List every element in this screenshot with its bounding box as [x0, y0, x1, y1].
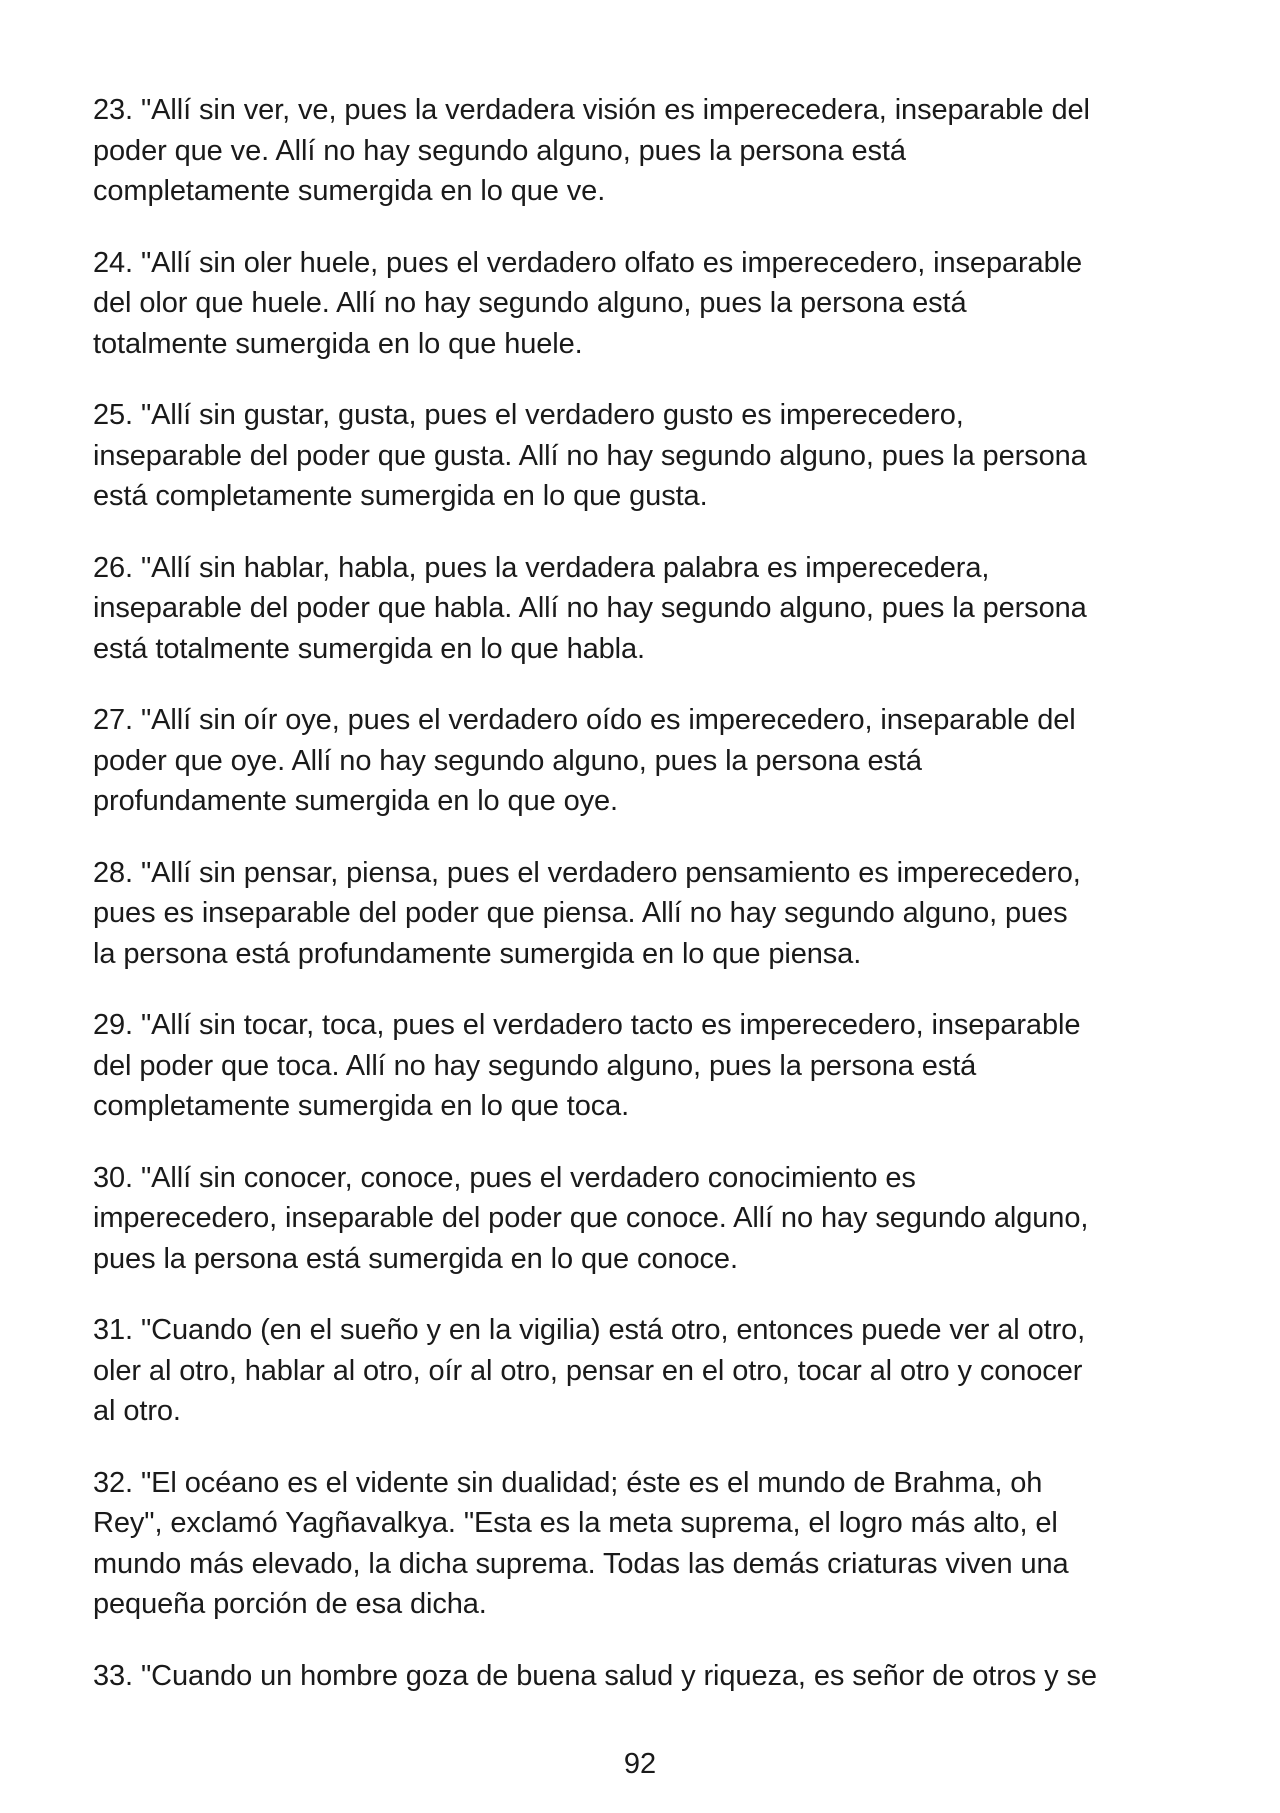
- text-line: del olor que huele. Allí no hay segundo alguno, pues la persona está: [93, 287, 967, 319]
- text-line: poder que ve. Allí no hay segundo alguno, pues la persona está: [93, 134, 906, 167]
- text-line: la persona está profundamente sumergida en lo que piensa.: [93, 937, 862, 970]
- text-line: pues la persona está sumergida en lo que conoce.: [93, 1242, 738, 1275]
- paragraph-26: [93, 548, 1203, 670]
- text-line: Rey", exclamó Yagñavalkya. "Esta es la meta suprema, el logro más alto, el: [93, 1507, 1058, 1539]
- page-number: 92: [623, 1748, 657, 1780]
- paragraph-31: [93, 1310, 1203, 1432]
- page-body: [93, 90, 1203, 1727]
- text-line: 33. "Cuando un hombre goza de buena salud y riqueza, es señor de otros y se: [93, 1659, 1097, 1692]
- text-line: mundo más elevado, la dicha suprema. Todas las demás criaturas viven una: [93, 1547, 1069, 1580]
- text-line: oler al otro, hablar al otro, oír al otro, pensar en el otro, tocar al otro y conocer: [93, 1354, 1083, 1387]
- paragraph-32: [93, 1463, 1203, 1625]
- text-line: está completamente sumergida en lo que gusta.: [93, 480, 708, 512]
- text-line: profundamente sumergida en lo que oye.: [93, 785, 618, 817]
- text-line: 23. "Allí sin ver, ve, pues la verdadera visión es imperecedera, inseparable del: [93, 94, 1090, 126]
- paragraph-27: [93, 700, 1203, 822]
- text-line: pues es inseparable del poder que piensa. Allí no hay segundo alguno, pues: [93, 897, 1068, 929]
- text-line: 29. "Allí sin tocar, toca, pues el verdadero tacto es imperecedero, inseparable: [93, 1009, 1081, 1041]
- paragraph-30: [93, 1158, 1203, 1280]
- text-line: 30. "Allí sin conocer, conoce, pues el verdadero conocimiento es: [93, 1161, 916, 1194]
- text-line: imperecedero, inseparable del poder que conoce. Allí no hay segundo alguno,: [93, 1202, 1089, 1234]
- text-line: 27. "Allí sin oír oye, pues el verdadero oído es imperecedero, inseparable del: [93, 704, 1076, 736]
- text-line: al otro.: [93, 1395, 181, 1427]
- text-line: poder que oye. Allí no hay segundo alguno, pues la persona está: [93, 744, 922, 777]
- text-line: 25. "Allí sin gustar, gusta, pues el verdadero gusto es imperecedero,: [93, 399, 964, 431]
- text-line: pequeña porción de esa dicha.: [93, 1588, 487, 1620]
- text-line: del poder que toca. Allí no hay segundo alguno, pues la persona está: [93, 1049, 977, 1082]
- paragraph-28: [93, 853, 1203, 975]
- text-line: inseparable del poder que gusta. Allí no hay segundo alguno, pues la persona: [93, 439, 1087, 472]
- paragraph-29: [93, 1005, 1203, 1127]
- text-line: 24. "Allí sin oler huele, pues el verdadero olfato es imperecedero, inseparable: [93, 246, 1082, 279]
- text-line: totalmente sumergida en lo que huele.: [93, 327, 583, 360]
- text-line: inseparable del poder que habla. Allí no hay segundo alguno, pues la persona: [93, 592, 1087, 624]
- text-line: completamente sumergida en lo que ve.: [93, 175, 606, 207]
- text-line: 28. "Allí sin pensar, piensa, pues el verdadero pensamiento es imperecedero,: [93, 856, 1081, 889]
- text-line: 26. "Allí sin hablar, habla, pues la verdadera palabra es imperecedera,: [93, 551, 990, 584]
- text-line: está totalmente sumergida en lo que habla.: [93, 632, 645, 665]
- paragraph-33: [93, 1656, 1203, 1697]
- text-line: 31. "Cuando (en el sueño y en la vigilia) está otro, entonces puede ver al otro,: [93, 1314, 1086, 1346]
- paragraph-24: [93, 243, 1203, 365]
- paragraph-25: [93, 395, 1203, 517]
- text-line: completamente sumergida en lo que toca.: [93, 1090, 630, 1122]
- text-line: 32. "El océano es el vidente sin dualidad; éste es el mundo de Brahma, oh: [93, 1466, 1043, 1499]
- paragraph-23: [93, 90, 1203, 212]
